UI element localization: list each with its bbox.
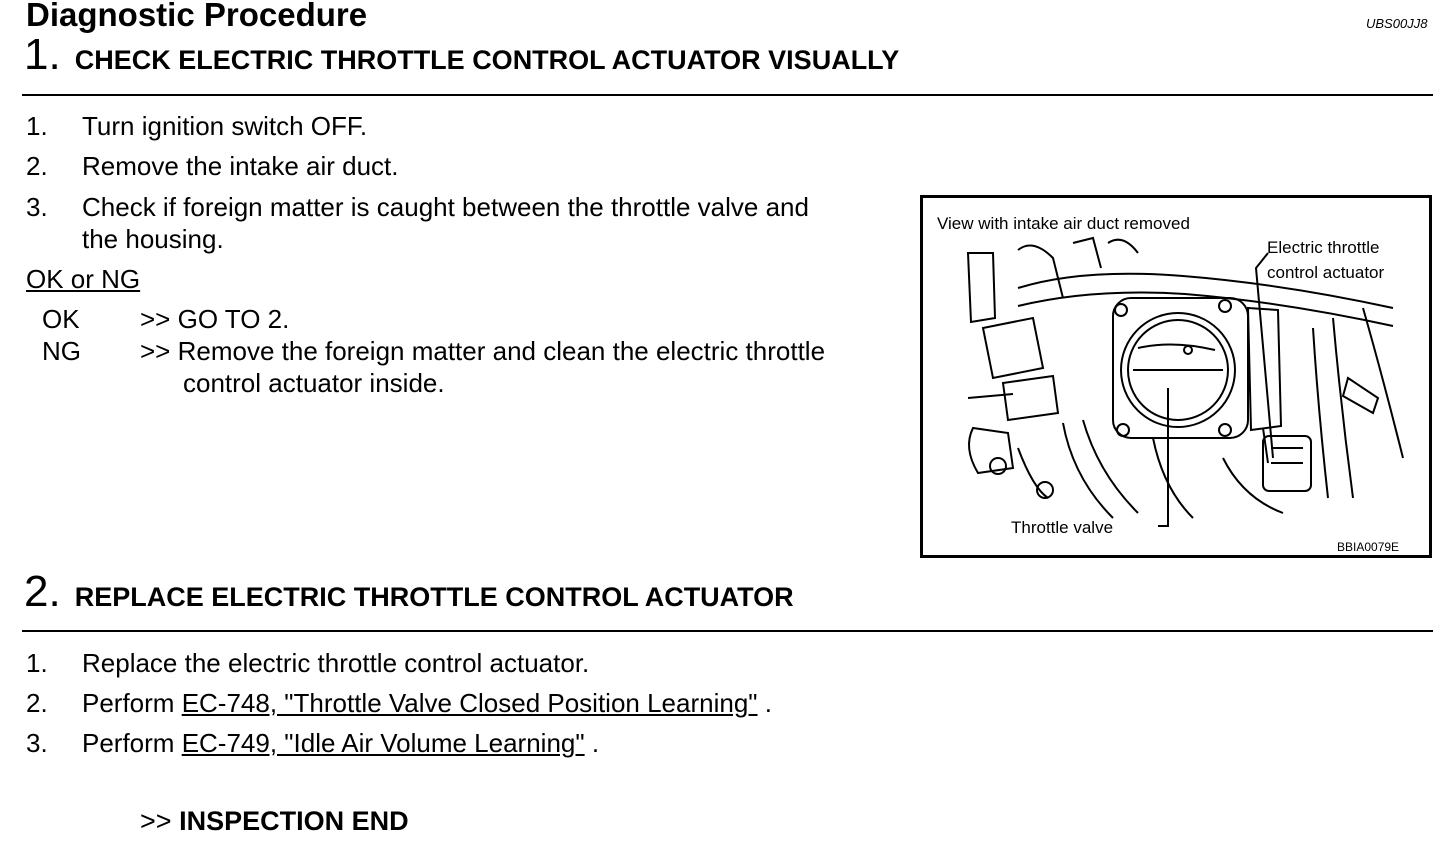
item-text	[82, 688, 772, 719]
result-ng-action-line-2: control actuator inside.	[183, 368, 445, 398]
result-ok-code: OK	[42, 304, 80, 334]
item-number: 1.	[26, 111, 48, 141]
result-ng-action-line-1: >> Remove the foreign matter and clean the electric throttle	[140, 336, 826, 366]
item-number: 3.	[26, 728, 48, 758]
item-number: 2.	[26, 688, 48, 718]
label-actuator-line-2: control actuator	[1267, 263, 1385, 282]
label-throttle-valve: Throttle valve	[1011, 518, 1114, 537]
step-1-item-3-line-2: the housing.	[82, 224, 224, 254]
ok-or-ng-label: OK or NG	[26, 264, 141, 294]
step-1-divider	[22, 94, 1433, 96]
perform-prefix: Perform	[82, 728, 182, 758]
item-number: 1.	[26, 648, 48, 678]
label-actuator-line-1: Electric throttle	[1267, 238, 1380, 257]
page-title: Diagnostic Procedure	[26, 0, 368, 33]
item-text-line-1: Check if foreign matter is caught between the throttle valve and	[82, 192, 809, 222]
link-suffix: .	[584, 728, 600, 758]
throttle-body-figure	[920, 195, 1432, 558]
label-view: View with intake air duct removed	[937, 214, 1190, 233]
item-number: 3.	[26, 192, 48, 222]
link-suffix: .	[757, 688, 772, 718]
step-2-title: REPLACE ELECTRIC THROTTLE CONTROL ACTUATOR	[74, 582, 794, 612]
item-number: 2.	[26, 151, 48, 181]
link-ec-749[interactable]: EC-749, "Idle Air Volume Learning"	[181, 728, 585, 758]
step-2-heading	[24, 567, 794, 617]
end-arrow: >>	[140, 806, 172, 836]
step-2-number: 2.	[24, 567, 61, 616]
perform-prefix: Perform	[82, 688, 182, 718]
link-ec-748[interactable]: EC-748, "Throttle Valve Closed Position Learning"	[181, 688, 758, 718]
step-1-title: CHECK ELECTRIC THROTTLE CONTROL ACTUATOR VISUALLY	[74, 45, 900, 75]
document-id: UBS00JJ8	[1366, 16, 1428, 31]
end-text: INSPECTION END	[179, 806, 409, 836]
step-1-heading	[24, 30, 899, 80]
figure-code: BBIA0079E	[1337, 540, 1400, 554]
item-text: Replace the electric throttle control actuator.	[82, 648, 590, 678]
result-ok-action: >> GO TO 2.	[140, 304, 290, 334]
inspection-end	[140, 806, 409, 837]
step-1-number: 1.	[24, 30, 61, 79]
step-2-divider	[22, 630, 1433, 632]
result-ng-code: NG	[42, 336, 81, 366]
item-text	[82, 728, 599, 759]
item-text: Turn ignition switch OFF.	[82, 111, 368, 141]
item-text: Remove the intake air duct.	[82, 151, 399, 181]
